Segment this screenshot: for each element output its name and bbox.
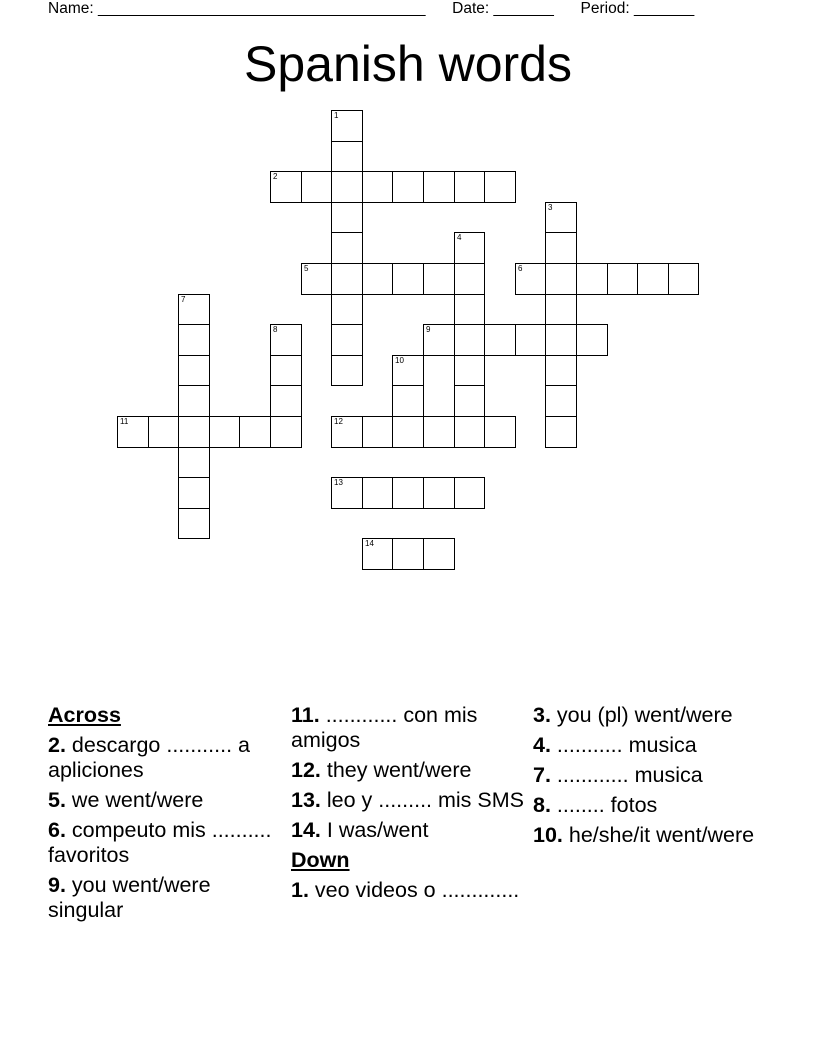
crossword-cell[interactable] [331, 477, 363, 509]
crossword-cell[interactable] [270, 355, 302, 386]
clue-item [291, 878, 526, 903]
crossword-cell[interactable] [454, 294, 485, 325]
crossword-cell[interactable] [484, 416, 516, 448]
clue-number: 10 [395, 356, 404, 365]
crossword-cell[interactable] [209, 416, 240, 448]
crossword-cell[interactable] [454, 477, 485, 509]
crossword-cell[interactable] [331, 141, 363, 172]
clue-item [533, 763, 768, 788]
clue-number: 14 [365, 539, 374, 548]
student-info-header [48, 0, 694, 18]
crossword-cell[interactable] [178, 385, 210, 417]
clue-item-number: 9. [48, 873, 66, 897]
crossword-cell[interactable] [148, 416, 179, 448]
clue-item-text: they went/were [326, 758, 472, 782]
crossword-cell[interactable] [301, 263, 332, 295]
clue-item-text: ........... musica [556, 733, 697, 757]
crossword-cell[interactable] [392, 171, 424, 203]
page-title: Spanish words [244, 36, 572, 92]
period-label: Period: [580, 0, 630, 17]
crossword-cell[interactable] [117, 416, 149, 448]
crossword-cell[interactable] [607, 263, 638, 295]
crossword-cell[interactable] [331, 416, 363, 448]
clue-column-2 [291, 703, 526, 908]
clue-number: 8 [273, 325, 278, 334]
date-label: Date: [452, 0, 490, 17]
crossword-cell[interactable] [545, 416, 577, 448]
crossword-cell[interactable] [362, 416, 393, 448]
clue-item-number: 1. [291, 878, 309, 902]
crossword-cell[interactable] [331, 355, 363, 386]
crossword-cell[interactable] [576, 263, 608, 295]
crossword-cell[interactable] [454, 263, 485, 295]
clue-number: 13 [334, 478, 343, 487]
clue-item [48, 818, 283, 868]
clue-item [291, 818, 526, 843]
crossword-cell[interactable] [270, 416, 302, 448]
clue-item [291, 788, 526, 813]
clue-item-text: descargo ........... a apliciones [48, 733, 250, 782]
crossword-cell[interactable] [178, 447, 210, 478]
period-blank[interactable]: _______ [633, 0, 695, 17]
crossword-cell[interactable] [270, 171, 302, 203]
down-heading: Down [291, 848, 350, 872]
crossword-cell[interactable] [545, 355, 577, 386]
crossword-cell[interactable] [178, 416, 210, 448]
crossword-cell[interactable] [423, 171, 455, 203]
crossword-cell[interactable] [178, 508, 210, 539]
crossword-cell[interactable] [423, 538, 455, 570]
clue-item-number: 8. [533, 793, 551, 817]
crossword-cell[interactable] [362, 171, 393, 203]
clue-item [533, 823, 768, 848]
crossword-cell[interactable] [270, 385, 302, 417]
clue-item-number: 12. [291, 758, 321, 782]
clue-number: 1 [334, 111, 339, 120]
crossword-cell[interactable] [392, 385, 424, 417]
clue-item [533, 793, 768, 818]
clue-item-number: 14. [291, 818, 321, 842]
clue-item-text: ........ fotos [556, 793, 658, 817]
clue-item [291, 703, 526, 753]
clue-item [291, 758, 526, 783]
date-blank[interactable]: _______ [493, 0, 554, 17]
clue-column-1 [48, 703, 283, 928]
crossword-cell[interactable] [392, 416, 424, 448]
crossword-cell[interactable] [545, 294, 577, 325]
clue-item-number: 7. [533, 763, 551, 787]
across-heading: Across [48, 703, 121, 727]
crossword-cell[interactable] [392, 538, 424, 570]
crossword-cell[interactable] [239, 416, 271, 448]
clue-item [533, 703, 768, 728]
clue-number: 9 [426, 325, 431, 334]
crossword-cell[interactable] [362, 263, 393, 295]
crossword-cell[interactable] [392, 263, 424, 295]
crossword-cell[interactable] [545, 324, 577, 356]
crossword-cell[interactable] [423, 477, 455, 509]
crossword-cell[interactable] [331, 202, 363, 233]
crossword-cell[interactable] [454, 385, 485, 417]
crossword-cell[interactable] [454, 324, 485, 356]
crossword-cell[interactable] [362, 538, 393, 570]
crossword-cell[interactable] [178, 355, 210, 386]
clue-number: 4 [457, 233, 462, 242]
clue-number: 6 [518, 264, 523, 273]
crossword-cell[interactable] [331, 294, 363, 325]
crossword-cell[interactable] [668, 263, 699, 295]
clue-number: 5 [304, 264, 309, 273]
crossword-cell[interactable] [331, 263, 363, 295]
crossword-cell[interactable] [454, 171, 485, 203]
clue-item-text: you went/were singular [48, 873, 211, 922]
clue-item-number: 11. [291, 703, 320, 727]
clue-item [48, 788, 283, 813]
crossword-cell[interactable] [515, 263, 546, 295]
crossword-cell[interactable] [331, 232, 363, 264]
crossword-cell[interactable] [545, 202, 577, 233]
crossword-cell[interactable] [270, 324, 302, 356]
clue-item-number: 13. [291, 788, 321, 812]
crossword-cell[interactable] [423, 324, 455, 356]
crossword-cell[interactable] [423, 416, 455, 448]
clue-item-number: 6. [48, 818, 66, 842]
clue-item-text: ............ con mis amigos [291, 703, 478, 752]
crossword-cell[interactable] [392, 355, 424, 386]
crossword-cell[interactable] [576, 324, 608, 356]
clue-item-text: I was/went [326, 818, 429, 842]
clue-item [533, 733, 768, 758]
clue-number: 12 [334, 417, 343, 426]
clue-item-text: ............ musica [556, 763, 703, 787]
clue-item-text: compeuto mis .......... favoritos [48, 818, 272, 867]
crossword-cell[interactable] [331, 324, 363, 356]
clue-number: 7 [181, 295, 186, 304]
clue-item-text: you (pl) went/were [556, 703, 733, 727]
name-blank[interactable]: ______________________________________ [97, 0, 426, 17]
crossword-cell[interactable] [301, 171, 332, 203]
clue-column-3 [533, 703, 768, 853]
clue-item-number: 5. [48, 788, 66, 812]
clue-number: 2 [273, 172, 278, 181]
crossword-cell[interactable] [454, 355, 485, 386]
crossword-cell[interactable] [362, 477, 393, 509]
crossword-cell[interactable] [545, 232, 577, 264]
clue-number: 11 [120, 417, 129, 426]
crossword-cell[interactable] [331, 110, 363, 142]
crossword-cell[interactable] [331, 171, 363, 203]
crossword-cell[interactable] [454, 232, 485, 264]
crossword-cell[interactable] [178, 477, 210, 509]
clue-item-number: 10. [533, 823, 563, 847]
crossword-cell[interactable] [545, 385, 577, 417]
crossword-cell[interactable] [484, 171, 516, 203]
crossword-cell[interactable] [178, 324, 210, 356]
crossword-cell[interactable] [423, 263, 455, 295]
clue-item-number: 4. [533, 733, 551, 757]
clue-item-text: he/she/it went/were [568, 823, 755, 847]
crossword-cell[interactable] [637, 263, 669, 295]
name-label: Name: [48, 0, 94, 17]
clue-item-number: 2. [48, 733, 66, 757]
clue-item-text: leo y ......... mis SMS [326, 788, 524, 812]
crossword-cell[interactable] [484, 324, 516, 356]
crossword-cell[interactable] [515, 324, 546, 356]
crossword-cell[interactable] [454, 416, 485, 448]
clue-item-number: 3. [533, 703, 551, 727]
crossword-cell[interactable] [178, 294, 210, 325]
clue-number: 3 [548, 203, 553, 212]
crossword-cell[interactable] [392, 477, 424, 509]
clue-item-text: we went/were [71, 788, 204, 812]
clue-item [48, 873, 283, 923]
crossword-cell[interactable] [545, 263, 577, 295]
clue-item [48, 733, 283, 783]
clue-item-text: veo videos o ............. [314, 878, 520, 902]
